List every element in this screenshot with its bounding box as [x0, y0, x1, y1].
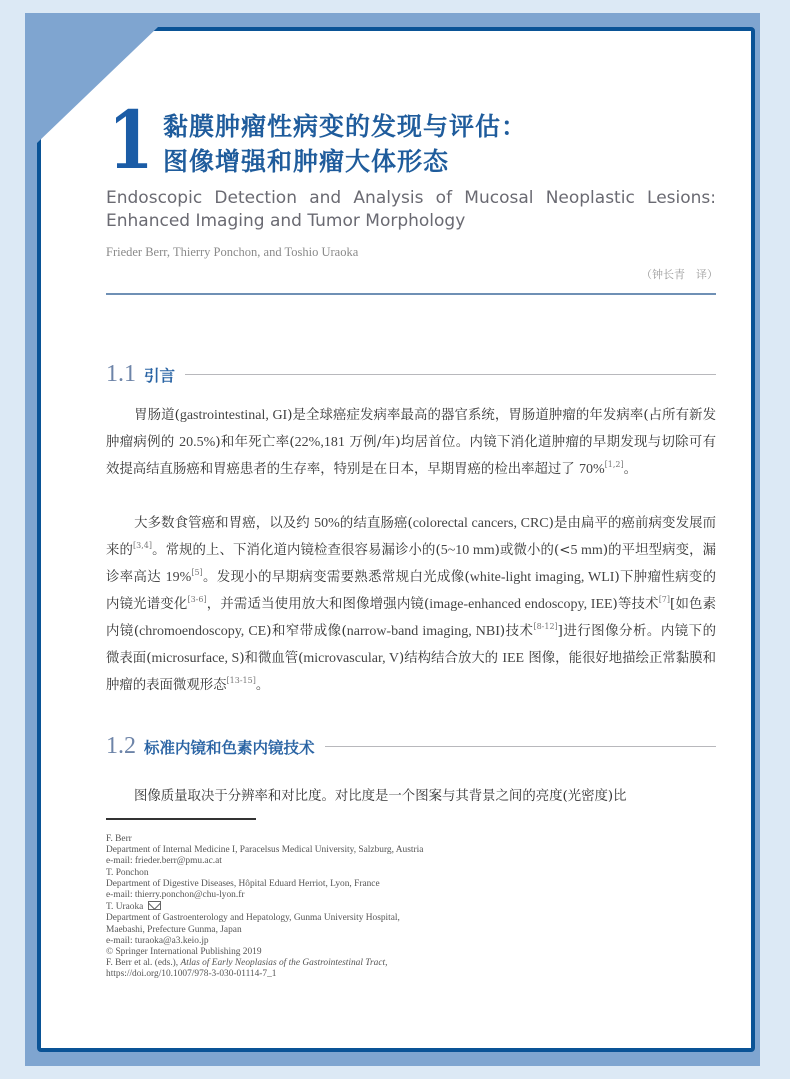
text: 万例/年)均居首位。内镜下消化道肿瘤的早期发现与切除可有效提高结直肠癌和胃癌患者的生存率，特别是在日本，早期胃癌的检出率超过了	[106, 435, 716, 477]
term: chromoendoscopy, CE	[139, 624, 267, 639]
number: 50%	[314, 516, 340, 531]
text: 。	[623, 462, 637, 477]
term: narrow-band imaging, NBI	[346, 624, 500, 639]
chapter-title-en	[106, 187, 716, 233]
text: 图像，能很好地描绘正常黏膜和肿瘤的表面微观形态	[106, 651, 716, 693]
punct: ,	[385, 958, 388, 969]
text: )和微血管(	[239, 651, 304, 666]
section-divider	[325, 746, 716, 747]
citation[interactable]: [3,4]	[133, 541, 152, 550]
editors: F. Berr et al. (eds.),	[106, 958, 181, 969]
text: )是由扁平的癌前病变发展而来的	[106, 516, 716, 558]
text: 。常规的上、下消化道内镜检查很容易漏诊小的(	[151, 543, 441, 558]
section-title: 引言	[144, 365, 176, 385]
translator-credit: （钟长青 译）	[641, 268, 718, 281]
term: microsurface, S	[151, 651, 240, 666]
text: ，并需适当使用放大和图像增强内镜(	[206, 597, 430, 612]
text: )或微小的(<	[494, 543, 571, 558]
term: IEE	[502, 651, 525, 666]
text: )技术	[499, 624, 534, 639]
author-email[interactable]: e-mail: frieder.berr@pmu.ac.at	[106, 856, 222, 867]
chapter-title-cn-line2: 图像增强和肿瘤大体形态	[163, 147, 450, 176]
authors: Frieder Berr, Thierry Ponchon, and Toshio Uraoka	[106, 245, 359, 259]
chapter-title-cn	[163, 109, 527, 179]
author-name: T. Ponchon	[106, 867, 149, 878]
text: )下肿瘤性病变的内镜光谱变化	[106, 570, 716, 612]
number: 5~10 mm	[440, 543, 495, 558]
term: image-enhanced endoscopy, IEE	[429, 597, 613, 612]
number: 22%,181	[294, 435, 345, 450]
text: 。发现小的早期病变需要熟悉常规白光成像(	[202, 570, 470, 585]
section-number: 1.2	[106, 733, 136, 759]
envelope-icon	[148, 901, 161, 910]
copyright: © Springer International Publishing 2019	[106, 947, 262, 958]
text: )的平坦型病变，漏诊率高达	[106, 543, 717, 585]
paragraph-standard-endoscopy	[106, 783, 716, 810]
author-email[interactable]: e-mail: thierry.ponchon@chu-lyon.fr	[106, 890, 245, 901]
term: white-light imaging, WLI	[469, 570, 615, 585]
book-title: Atlas of Early Neoplasias of the Gastrointestinal Tract	[180, 958, 386, 969]
citation[interactable]: [3-6]	[187, 595, 207, 604]
chapter-title-en-line2: Enhanced Imaging and Tumor Morphology	[106, 211, 466, 231]
paragraph-intro-2	[106, 510, 716, 699]
author-email[interactable]: e-mail: turaoka@a3.keio.jp	[106, 935, 209, 946]
footnote-divider	[106, 818, 256, 820]
citation[interactable]: [1,2]	[604, 460, 624, 469]
corresponding-author	[106, 901, 666, 913]
chapter-title-en-line1: Endoscopic Detection and Analysis of Mucosal Neoplastic Lesions:	[106, 188, 716, 208]
number: 20.5%	[179, 435, 216, 450]
text: ]进行图像分析。内镜下的微表面(	[106, 624, 716, 666]
citation[interactable]: [5]	[191, 568, 203, 577]
number: 5 mm	[570, 543, 603, 558]
affiliation: Department of Internal Medicine I, Paracelsus Medical University, Salzburg, Austria	[106, 845, 424, 856]
chapter-number: 1	[108, 93, 154, 187]
text: 胃肠道(	[134, 408, 180, 423]
text: )结构结合放大的	[399, 651, 503, 666]
term: microvascular, V	[303, 651, 399, 666]
citation[interactable]: [7]	[658, 595, 671, 604]
author-affiliations	[106, 834, 666, 981]
text: )和窄带成像(	[266, 624, 347, 639]
paragraph-intro-1	[106, 402, 716, 483]
term: gastrointestinal, GI	[179, 408, 288, 423]
number: 19%	[165, 570, 192, 585]
affiliation: Department of Digestive Diseases, Hôpital Eduard Herriot, Lyon, France	[106, 878, 380, 889]
term: colorectal cancers, CRC	[412, 516, 549, 531]
header-divider	[106, 293, 716, 295]
section-heading-1-2	[106, 733, 716, 760]
number: 70%	[578, 462, 605, 477]
text: [如色素内镜(	[106, 597, 716, 639]
text: 。	[255, 678, 270, 693]
affiliation: Department of Gastroenterology and Hepatology, Gunma University Hospital,	[106, 913, 400, 924]
text: )和年死亡率(	[215, 435, 295, 450]
section-heading-1-1	[106, 361, 716, 388]
citation[interactable]: [13-15]	[226, 676, 256, 685]
text: 图像质量取决于分辨率和对比度。对比度是一个图案与其背景之间的亮度(光密度)比	[134, 789, 627, 804]
citation-reference	[106, 958, 666, 969]
author-name: F. Berr	[106, 834, 132, 844]
chapter-title-cn-line1: 黏膜肿瘤性病变的发现与评估：	[163, 112, 528, 141]
text: )是全球癌症发病率最高的器官系统，胃肠道肿瘤的年发病率(占所有新发肿瘤病例的	[106, 408, 717, 450]
citation[interactable]: [8-12]	[533, 622, 558, 631]
author-name: T. Uraoka	[106, 902, 144, 913]
text: )等技术	[612, 597, 659, 612]
section-divider	[185, 374, 716, 375]
text: 大多数食管癌和胃癌，以及约	[134, 516, 315, 531]
section-title: 标准内镜和色素内镜技术	[144, 737, 315, 757]
affiliation: Maebashi, Prefecture Gunma, Japan	[106, 924, 242, 935]
doi-link[interactable]: https://doi.org/10.1007/978-3-030-01114-7_1	[106, 969, 277, 980]
section-number: 1.1	[106, 361, 136, 387]
text: 的结直肠癌(	[339, 516, 413, 531]
